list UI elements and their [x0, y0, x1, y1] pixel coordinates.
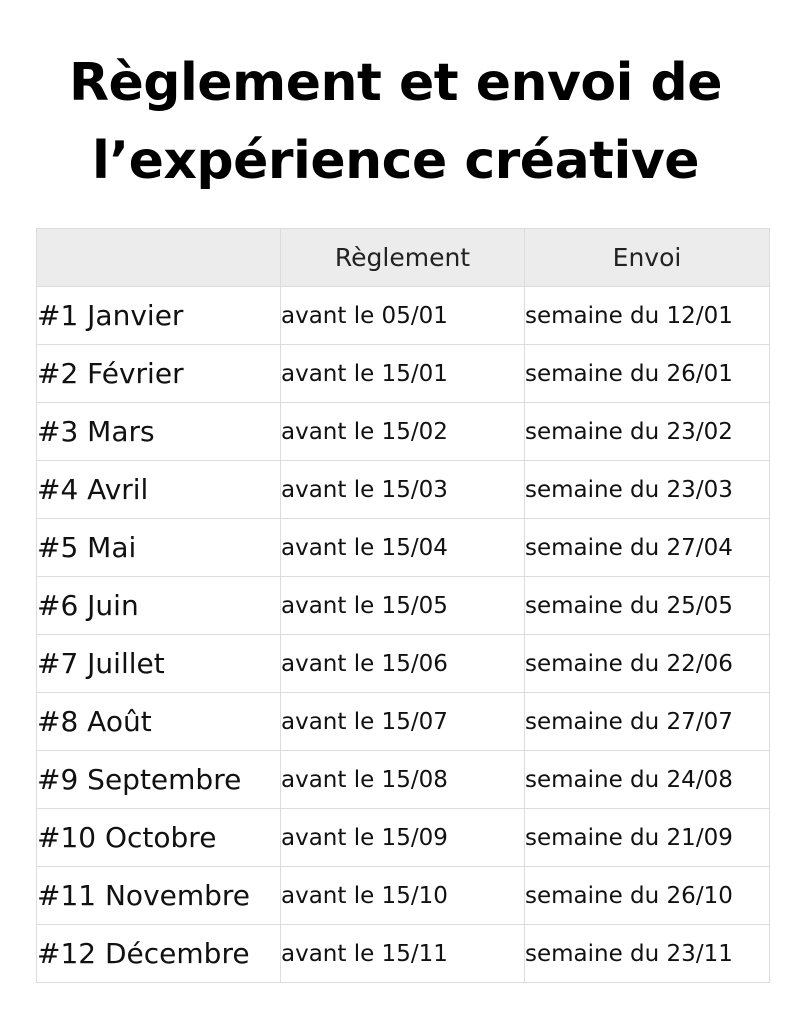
shipping-cell: semaine du 27/07 [525, 693, 770, 751]
payment-cell: avant le 05/01 [281, 287, 525, 345]
table-row [37, 345, 770, 403]
page-title-line-1: Règlement et envoi de [68, 53, 723, 113]
month-cell: #4 Avril [37, 461, 281, 519]
table-row [37, 287, 770, 345]
table-row [37, 925, 770, 983]
shipping-cell: semaine du 27/04 [525, 519, 770, 577]
payment-cell: avant le 15/03 [281, 461, 525, 519]
month-cell: #7 Juillet [37, 635, 281, 693]
month-cell: #2 Février [37, 345, 281, 403]
month-cell: #10 Octobre [37, 809, 281, 867]
month-cell: #11 Novembre [37, 867, 281, 925]
page-title [0, 44, 791, 200]
schedule-table-body [37, 287, 770, 983]
shipping-cell: semaine du 25/05 [525, 577, 770, 635]
table-row [37, 751, 770, 809]
table-row [37, 693, 770, 751]
month-cell: #3 Mars [37, 403, 281, 461]
shipping-cell: semaine du 23/03 [525, 461, 770, 519]
shipping-cell: semaine du 22/06 [525, 635, 770, 693]
table-row [37, 461, 770, 519]
payment-cell: avant le 15/11 [281, 925, 525, 983]
payment-cell: avant le 15/05 [281, 577, 525, 635]
month-cell: #1 Janvier [37, 287, 281, 345]
shipping-cell: semaine du 23/11 [525, 925, 770, 983]
payment-cell: avant le 15/07 [281, 693, 525, 751]
table-header-row [37, 229, 770, 287]
table-row [37, 577, 770, 635]
month-cell: #5 Mai [37, 519, 281, 577]
shipping-cell: semaine du 21/09 [525, 809, 770, 867]
table-row [37, 519, 770, 577]
month-cell: #8 Août [37, 693, 281, 751]
schedule-table [36, 228, 770, 983]
header-payment-cell: Règlement [281, 229, 525, 287]
payment-cell: avant le 15/04 [281, 519, 525, 577]
shipping-cell: semaine du 24/08 [525, 751, 770, 809]
table-row [37, 867, 770, 925]
header-shipping-cell: Envoi [525, 229, 770, 287]
shipping-cell: semaine du 12/01 [525, 287, 770, 345]
month-cell: #6 Juin [37, 577, 281, 635]
payment-cell: avant le 15/02 [281, 403, 525, 461]
payment-cell: avant le 15/09 [281, 809, 525, 867]
month-cell: #12 Décembre [37, 925, 281, 983]
table-row [37, 403, 770, 461]
shipping-cell: semaine du 26/10 [525, 867, 770, 925]
shipping-cell: semaine du 23/02 [525, 403, 770, 461]
table-row [37, 635, 770, 693]
shipping-cell: semaine du 26/01 [525, 345, 770, 403]
payment-cell: avant le 15/10 [281, 867, 525, 925]
page-title-line-2: l’expérience créative [92, 131, 699, 191]
table-row [37, 809, 770, 867]
payment-cell: avant le 15/08 [281, 751, 525, 809]
payment-cell: avant le 15/01 [281, 345, 525, 403]
header-month-cell [37, 229, 281, 287]
month-cell: #9 Septembre [37, 751, 281, 809]
payment-cell: avant le 15/06 [281, 635, 525, 693]
